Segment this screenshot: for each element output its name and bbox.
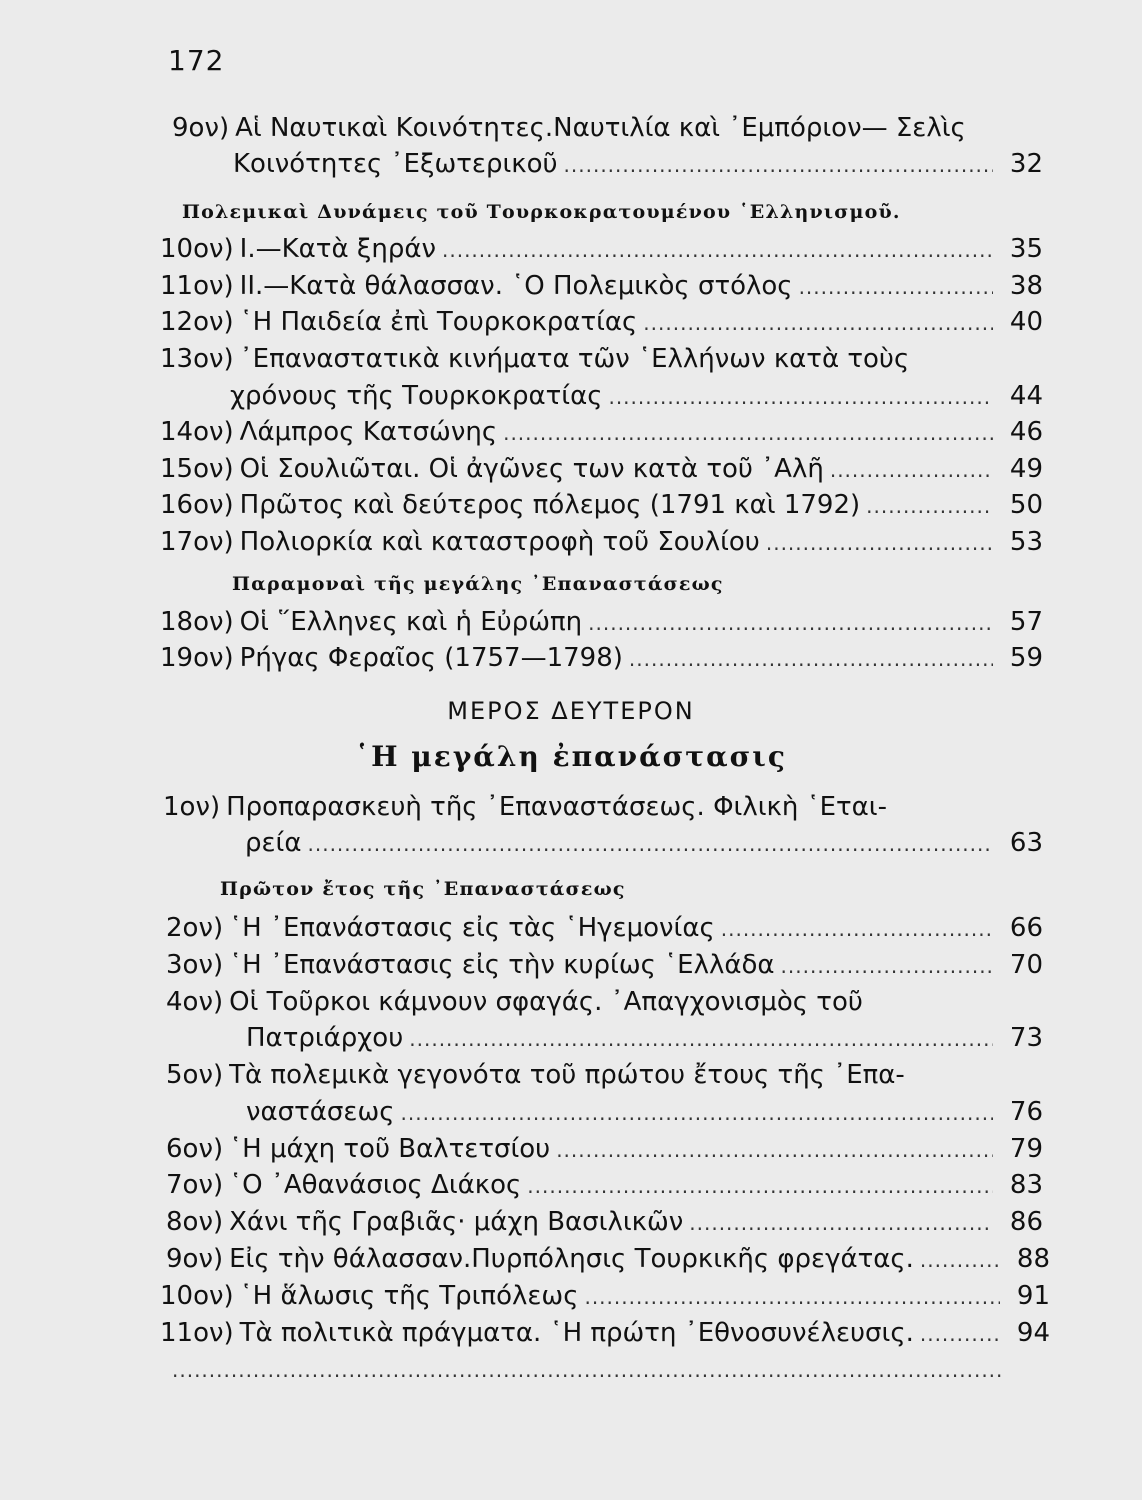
dot-leader — [689, 1205, 993, 1241]
dot-leader — [920, 1316, 1000, 1352]
entry-number: 8ον) — [166, 1207, 224, 1237]
entry-page: 70 — [1009, 950, 1043, 980]
entry-title-cont: ναστάσεως — [246, 1097, 395, 1127]
toc-entry — [166, 1167, 1043, 1204]
entry-title: Πρῶτος καὶ δεύτερος πόλεμος (1791 καὶ 1792) — [239, 490, 861, 520]
toc-entry — [160, 268, 1043, 305]
entry-number: 13ον) — [160, 344, 234, 374]
dot-leader — [308, 826, 994, 862]
entry-number: 6ον) — [166, 1134, 224, 1164]
entry-number: 9ον) — [166, 1244, 224, 1274]
entry-number: 14ον) — [160, 417, 234, 447]
toc-entry — [166, 1131, 1043, 1168]
entry-number: 12ον) — [160, 307, 234, 337]
entry-title: Εἰς τὴν θάλασσαν.Πυρπόλησις Τουρκικῆς φρεγάτας. — [229, 1244, 914, 1274]
entry-page: 59 — [1009, 643, 1043, 673]
dot-leader — [527, 1168, 993, 1204]
toc-entry — [160, 341, 1043, 377]
toc-entry — [160, 640, 1043, 677]
entry-page: 57 — [1009, 607, 1043, 637]
entry-title: Τὰ πολεμικὰ γεγονότα τοῦ πρώτου ἔτους τῆς ᾿Επα- — [229, 1060, 905, 1090]
toc-entry-continuation — [246, 1020, 1043, 1057]
dot-leader — [584, 1279, 1000, 1315]
toc-entry — [172, 110, 1042, 146]
entry-title: Αἱ Ναυτικαὶ Κοινότητες.Ναυτιλία καὶ ᾿Εμπόριον— Σελὶς — [235, 113, 966, 143]
toc-entry — [160, 451, 1043, 488]
toc-entry — [166, 947, 1043, 984]
entry-number: 7ον) — [166, 1170, 224, 1200]
toc-entry — [166, 1057, 1043, 1093]
toc-entry — [160, 1315, 1050, 1352]
toc-entry-continuation — [230, 378, 1043, 415]
dot-leader — [503, 415, 993, 451]
entry-page: 63 — [1009, 828, 1043, 858]
entry-page: 83 — [1009, 1170, 1043, 1200]
entry-title: Τὰ πολιτικὰ πράγματα. ῾Η πρώτη ᾿Εθνοσυνέλευσις. — [239, 1318, 914, 1348]
entry-number: 16ον) — [160, 490, 234, 520]
entry-page: 79 — [1009, 1134, 1043, 1164]
toc-entry — [166, 910, 1043, 947]
toc-entry — [160, 524, 1043, 561]
entry-number: 2ον) — [166, 913, 224, 943]
entry-page: 76 — [1009, 1097, 1043, 1127]
dot-leader — [866, 488, 993, 524]
dot-leader — [172, 1352, 1005, 1388]
dot-leader — [442, 232, 993, 268]
entry-title: ῾Η ἅλωσις τῆς Τριπόλεως — [239, 1281, 579, 1311]
entry-number: 3ον) — [166, 950, 224, 980]
toc-entry — [160, 1278, 1050, 1315]
dot-leader — [409, 1021, 993, 1057]
entry-page: 50 — [1009, 490, 1043, 520]
toc-entry — [166, 984, 1043, 1020]
entry-title: ΙΙ.—Κατὰ θάλασσαν. ῾Ο Πολεμικὸς στόλος — [239, 271, 793, 301]
toc-entry — [160, 414, 1043, 451]
entry-title: Οἱ Σουλιῶται. Οἱ ἀγῶνες των κατὰ τοῦ ᾿Αλῆ — [239, 454, 824, 484]
entry-title-cont: Πατριάρχου — [246, 1023, 404, 1053]
entry-number: 17ον) — [160, 527, 234, 557]
part-title: ῾Η μεγάλη ἐπανάστασις — [355, 740, 787, 773]
dot-leader — [564, 147, 993, 183]
entry-page: 35 — [1009, 234, 1043, 264]
entry-title: Ι.—Κατὰ ξηράν — [239, 234, 436, 264]
toc-entry-continuation — [246, 1094, 1043, 1131]
toc-entry — [160, 1352, 1055, 1388]
entry-number: 9ον) — [172, 113, 230, 143]
entry-number: 5ον) — [166, 1060, 224, 1090]
toc-entry-continuation — [245, 825, 1043, 862]
toc-entry — [160, 231, 1043, 268]
entry-title: Ρήγας Φεραῖος (1757—1798) — [239, 643, 623, 673]
entry-title: Οἱ ῞Ελληνες καὶ ἡ Εὐρώπη — [239, 607, 583, 637]
entry-page: 32 — [1009, 149, 1043, 179]
entry-number: 15ον) — [160, 454, 234, 484]
dot-leader — [588, 605, 993, 641]
toc-entry-continuation — [233, 146, 1043, 183]
entry-title: ᾿Επαναστατικὰ κινήματα τῶν ῾Ελλήνων κατὰ τοὺς — [239, 344, 910, 374]
entry-page: 53 — [1009, 527, 1043, 557]
entry-title: ῾Ο ᾿Αθανάσιος Διάκος — [229, 1170, 522, 1200]
toc-entry — [163, 789, 1043, 825]
entry-number: 11ον) — [160, 1318, 234, 1348]
entry-number: 19ον) — [160, 643, 234, 673]
entry-title-cont: χρόνους τῆς Τουρκοκρατίας — [230, 381, 603, 411]
entry-title: Λάμπρος Κατσώνης — [239, 417, 498, 447]
entry-title-cont: Κοινότητες ᾿Εξωτερικοῦ — [233, 149, 558, 179]
entry-number: 10ον) — [160, 1281, 234, 1311]
entry-page: 49 — [1009, 454, 1043, 484]
page-number: 172 — [168, 44, 225, 77]
toc-entry — [160, 487, 1043, 524]
toc-entry — [166, 1241, 1050, 1278]
dot-leader — [799, 269, 993, 305]
entry-title: ῾Η μάχη τοῦ Βαλτετσίου — [229, 1134, 551, 1164]
entry-title-cont: ρεία — [245, 828, 302, 858]
section-heading: Πρῶτον ἔτος τῆς ᾿Επαναστάσεως — [220, 878, 626, 900]
dot-leader — [401, 1095, 994, 1131]
entry-page: 86 — [1009, 1207, 1043, 1237]
entry-title: ῾Η ᾿Επανάστασις εἰς τὴν κυρίως ῾Ελλάδα — [229, 950, 775, 980]
entry-page: 40 — [1009, 307, 1043, 337]
entry-number: 10ον) — [160, 234, 234, 264]
entry-title: ῾Η Παιδεία ἐπὶ Τουρκοκρατίας — [239, 307, 638, 337]
entry-page: 88 — [1016, 1244, 1050, 1274]
entry-page: 94 — [1016, 1318, 1050, 1348]
toc-entry — [160, 304, 1043, 341]
entry-title: ῾Η ᾿Επανάστασις εἰς τὰς ῾Ηγεμονίας — [229, 913, 715, 943]
entry-number: 11ον) — [160, 271, 234, 301]
section-heading: Πολεμικαὶ Δυνάμεις τοῦ Τουρκοκρατουμένου ῾Ελληνισμοῦ. — [182, 201, 901, 223]
entry-number: 1ον) — [163, 792, 221, 822]
dot-leader — [643, 305, 993, 341]
toc-entry — [166, 1204, 1043, 1241]
dot-leader — [830, 452, 993, 488]
entry-page: 66 — [1009, 913, 1043, 943]
entry-page: 73 — [1009, 1023, 1043, 1053]
section-heading: Παραμοναὶ τῆς μεγάλης ᾿Επαναστάσεως — [232, 573, 724, 595]
entry-number: 18ον) — [160, 607, 234, 637]
dot-leader — [766, 525, 993, 561]
entry-page: 91 — [1016, 1281, 1050, 1311]
entry-number: 4ον) — [166, 987, 224, 1017]
dot-leader — [608, 379, 993, 415]
entry-title: Οἱ Τοῦρκοι κάμνουν σφαγάς. ᾿Απαγχονισμὸς τοῦ — [229, 987, 863, 1017]
toc-entry — [160, 604, 1043, 641]
dot-leader — [920, 1242, 1000, 1278]
dot-leader — [629, 641, 993, 677]
entry-page: 46 — [1009, 417, 1043, 447]
entry-title: Πολιορκία καὶ καταστροφὴ τοῦ Σουλίου — [239, 527, 760, 557]
entry-page: 44 — [1009, 381, 1043, 411]
dot-leader — [556, 1132, 993, 1168]
part-label: ΜΕΡΟΣ ΔΕΥΤΕΡΟΝ — [447, 697, 695, 725]
entry-title: Χάνι τῆς Γραβιᾶς· μάχη Βασιλικῶν — [229, 1207, 684, 1237]
dot-leader — [781, 948, 993, 984]
dot-leader — [721, 911, 993, 947]
entry-page: 38 — [1009, 271, 1043, 301]
entry-title: Προπαρασκευὴ τῆς ᾿Επαναστάσεως. Φιλικὴ ῾Εται- — [226, 792, 887, 822]
